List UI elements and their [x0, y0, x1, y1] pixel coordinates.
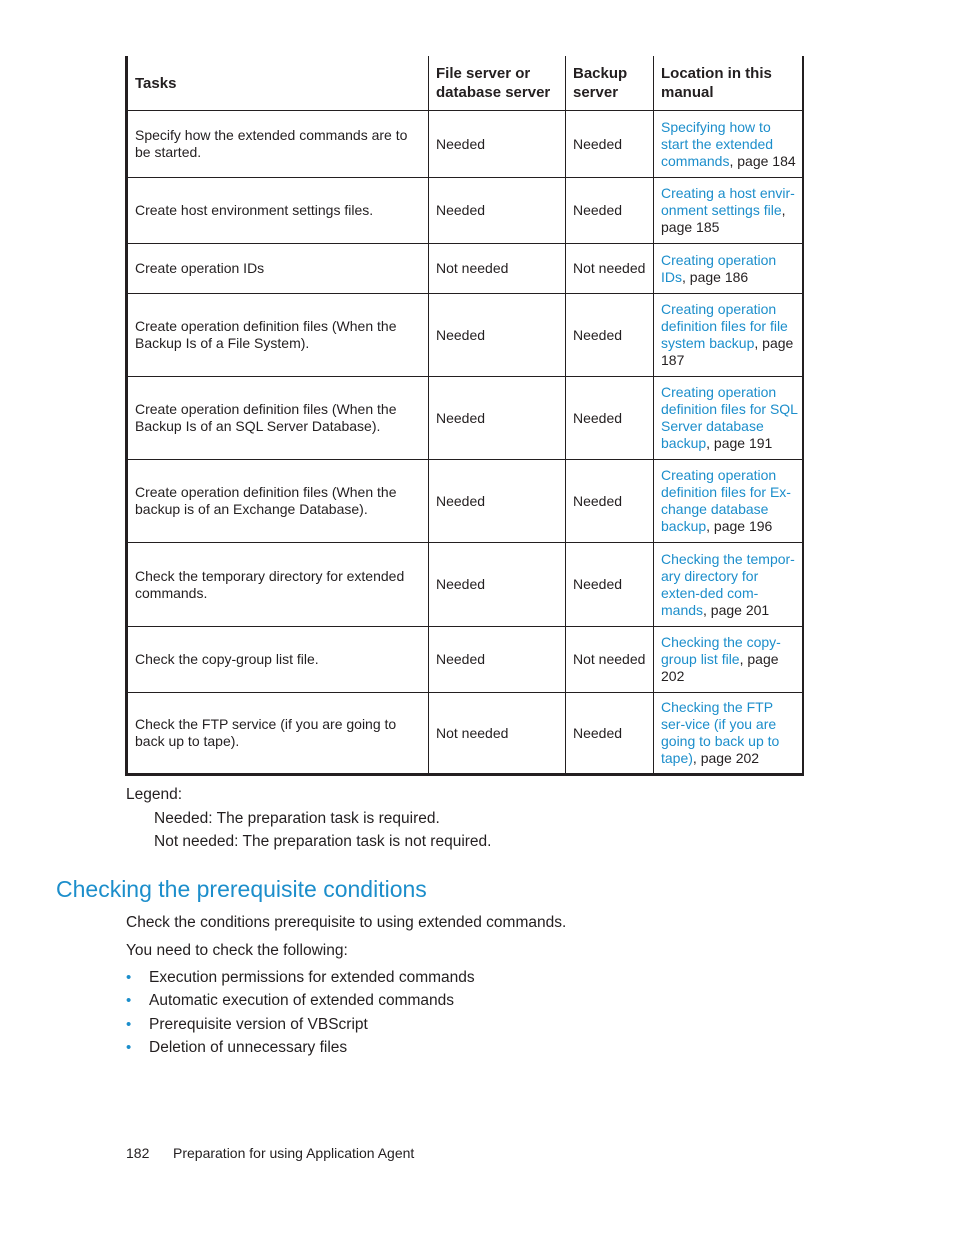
list-item-text: Prerequisite version of VBScript — [149, 1015, 368, 1033]
location-link[interactable]: Checking the FTP ser-vice (if you are going to back up to tape) — [661, 699, 780, 766]
page-number: 182 — [126, 1145, 150, 1161]
bullet-icon: • — [126, 992, 132, 1010]
backup-server-cell: Needed — [566, 543, 654, 627]
task-cell: Create operation definition files (When the backup is of an Exchange Database). — [127, 460, 429, 543]
location-cell — [654, 294, 803, 377]
location-link[interactable]: Checking the copy-group list file — [661, 634, 781, 667]
backup-server-cell: Needed — [566, 460, 654, 543]
table-row — [127, 111, 803, 178]
prerequisite-list — [126, 969, 475, 1062]
section-lead: You need to check the following: — [126, 942, 348, 959]
header-backup-server: Backup server — [566, 56, 654, 111]
header-location: Location in this manual — [654, 56, 803, 111]
list-item-text: Automatic execution of extended commands — [149, 992, 455, 1010]
table-row — [127, 543, 803, 627]
legend-not-needed: Not needed: The preparation task is not required. — [154, 833, 492, 850]
page-ref: , page 184 — [729, 152, 796, 169]
bullet-icon: • — [126, 1038, 132, 1056]
header-tasks: Tasks — [127, 56, 429, 111]
backup-server-cell: Not needed — [566, 244, 654, 294]
location-cell — [654, 627, 803, 693]
task-cell: Check the FTP service (if you are going to back up to tape). — [127, 693, 429, 775]
location-cell — [654, 377, 803, 460]
page-ref: , page 202 — [661, 651, 779, 684]
location-cell — [654, 111, 803, 178]
tasks-table — [125, 56, 804, 776]
page-ref: , page 187 — [661, 335, 794, 368]
header-file-server: File server or database server — [429, 56, 566, 111]
page-ref: , page 185 — [661, 202, 786, 235]
backup-server-cell: Needed — [566, 377, 654, 460]
backup-server-cell: Not needed — [566, 627, 654, 693]
list-item — [126, 969, 475, 992]
backup-server-cell: Needed — [566, 693, 654, 775]
location-cell — [654, 693, 803, 775]
location-cell — [654, 244, 803, 294]
section-heading: Checking the prerequisite conditions — [56, 876, 427, 902]
list-item-text: Execution permissions for extended commands — [149, 969, 475, 986]
section-intro: Check the conditions prerequisite to using extended commands. — [126, 914, 567, 931]
backup-server-cell: Needed — [566, 178, 654, 244]
page-ref: , page 186 — [682, 268, 749, 285]
table-header-row — [127, 56, 803, 111]
footer-title: Preparation for using Application Agent — [173, 1145, 415, 1161]
task-cell: Create operation IDs — [127, 244, 429, 294]
file-server-cell: Not needed — [429, 693, 566, 775]
table-row — [127, 294, 803, 377]
list-item — [126, 1039, 475, 1062]
table-row — [127, 377, 803, 460]
task-cell: Specify how the extended commands are to be started. — [127, 111, 429, 178]
location-link[interactable]: Creating operation definition files for Ex-change database backup — [661, 467, 791, 534]
table-row — [127, 627, 803, 693]
location-cell — [654, 543, 803, 627]
legend-needed: Needed: The preparation task is required. — [154, 810, 440, 827]
list-item — [126, 992, 475, 1015]
page-ref: , page 201 — [703, 601, 770, 618]
list-item — [126, 1016, 475, 1039]
table-row — [127, 178, 803, 244]
file-server-cell: Needed — [429, 111, 566, 178]
location-cell — [654, 460, 803, 543]
file-server-cell: Needed — [429, 294, 566, 377]
page-ref: , page 202 — [692, 750, 760, 766]
table-row — [127, 244, 803, 294]
task-cell: Check the copy-group list file. — [127, 627, 429, 693]
task-cell: Create operation definition files (When the Backup Is of a File System). — [127, 294, 429, 377]
bullet-icon: • — [126, 969, 132, 986]
page-ref: , page 191 — [706, 435, 773, 451]
file-server-cell: Needed — [429, 178, 566, 244]
legend-title: Legend: — [126, 786, 183, 803]
task-cell: Create host environment settings files. — [127, 178, 429, 244]
location-link[interactable]: Creating operation definition files for file system backup — [661, 301, 788, 351]
location-link[interactable]: Creating operation definition files for SQL Server database backup — [661, 384, 798, 451]
location-cell — [654, 178, 803, 244]
file-server-cell: Needed — [429, 377, 566, 460]
file-server-cell: Not needed — [429, 244, 566, 294]
file-server-cell: Needed — [429, 460, 566, 543]
table-row — [127, 460, 803, 543]
file-server-cell: Needed — [429, 627, 566, 693]
location-link[interactable]: Creating operation IDs — [661, 251, 777, 285]
table-row — [127, 693, 803, 775]
backup-server-cell: Needed — [566, 111, 654, 178]
task-cell: Check the temporary directory for extended commands. — [127, 543, 429, 627]
list-item-text: Deletion of unnecessary files — [149, 1038, 348, 1056]
backup-server-cell: Needed — [566, 294, 654, 377]
location-link[interactable]: Creating a host envir-onment settings file — [661, 185, 795, 218]
location-link[interactable]: Specifying how to start the extended commands — [661, 118, 774, 169]
location-link[interactable]: Checking the tempor-ary directory for exten-ded com-mands — [661, 550, 795, 618]
task-cell: Create operation definition files (When the Backup Is of an SQL Server Database). — [127, 377, 429, 460]
page-ref: , page 196 — [706, 518, 773, 534]
bullet-icon: • — [126, 1015, 132, 1033]
file-server-cell: Needed — [429, 543, 566, 627]
